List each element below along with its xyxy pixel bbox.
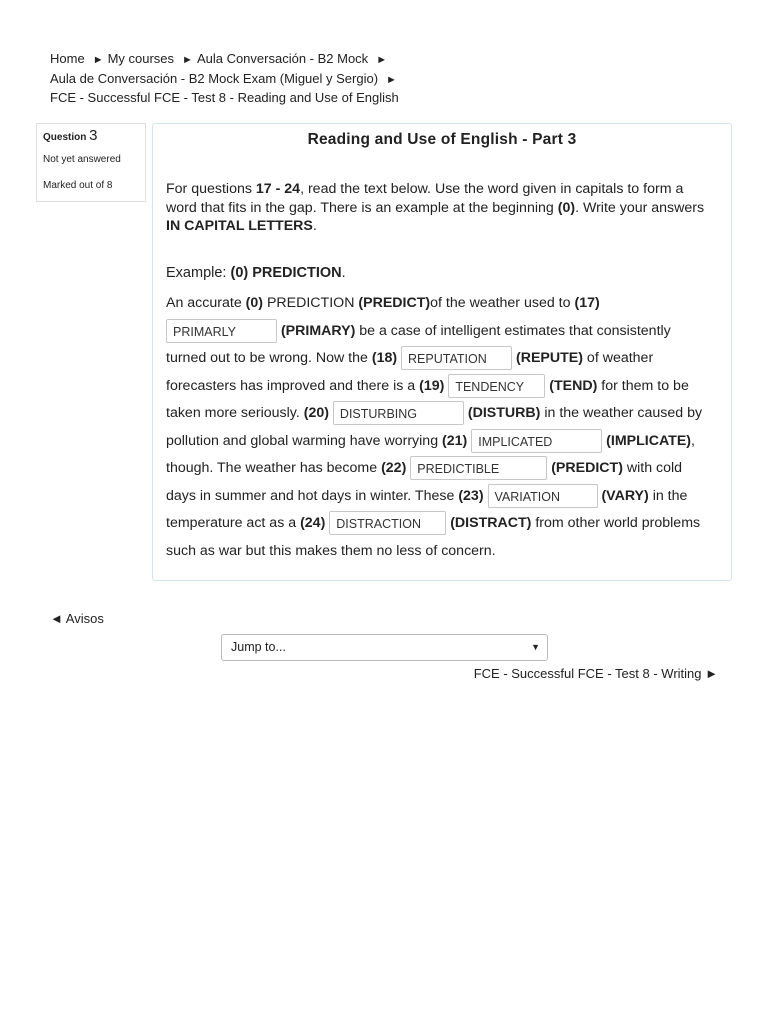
stem-word-20: (DISTURB): [467, 405, 541, 421]
passage: [166, 290, 711, 565]
gap-number-17: (17): [574, 295, 600, 311]
answer-input-17[interactable]: PRIMARLY: [166, 319, 277, 343]
stem-word-24: (DISTRACT): [450, 515, 532, 531]
breadcrumb-course[interactable]: Aula Conversación - B2 Mock: [196, 51, 369, 66]
instructions-text: . Write your answers: [575, 199, 705, 216]
gap-number-21: (21): [442, 432, 468, 449]
passage-text: from other world problems such as war but this makes them no less of concern.: [166, 515, 701, 559]
answer-input-20[interactable]: DISTURBING: [333, 401, 464, 425]
breadcrumb-home[interactable]: Home: [50, 51, 85, 66]
instructions-caps: IN CAPITAL LETTERS: [166, 218, 313, 234]
answer-input-19[interactable]: TENDENCY: [448, 374, 545, 398]
passage-text: in the weather caused by pollution and global warming have worrying: [166, 405, 703, 449]
gap-number-23: (23): [458, 487, 484, 504]
breadcrumb-separator-icon: ►: [376, 54, 388, 66]
example-answer: PREDICTION: [263, 295, 359, 311]
answer-input-21[interactable]: IMPLICATED: [471, 429, 602, 453]
passage-text: of the weather used to: [430, 295, 575, 311]
stem-word-19: (TEND): [549, 377, 598, 394]
breadcrumb-separator-icon: ►: [386, 73, 397, 86]
example-label: Example:: [166, 265, 231, 281]
answer-input-22[interactable]: PREDICTIBLE: [410, 456, 547, 480]
passage-text: An accurate: [166, 295, 246, 311]
answer-input-18[interactable]: REPUTATION: [401, 346, 512, 370]
example-line: [166, 265, 711, 281]
stem-word-0: (PREDICT): [358, 295, 431, 311]
jump-to-select[interactable]: [221, 634, 548, 661]
instructions: [166, 180, 711, 236]
instructions-text: , read the text below. Use the word given in capitals to form a word that fits in the gap. There is an example at the beginning: [166, 181, 684, 216]
passage-text: for them to be taken more seriously.: [166, 377, 689, 421]
gap-number-19: (19): [419, 377, 445, 394]
previous-activity-label: Avisos: [65, 611, 104, 626]
stem-word-23: (VARY): [601, 487, 649, 504]
example-value: (0) PREDICTION: [230, 265, 342, 281]
gap-number-24: (24): [300, 515, 326, 531]
stem-word-17: (PRIMARY): [280, 322, 356, 339]
gap-number-20: (20): [303, 405, 329, 421]
next-activity-link[interactable]: [474, 666, 718, 681]
breadcrumb-separator-icon: ►: [92, 54, 104, 66]
answer-input-24[interactable]: DISTRACTION: [329, 511, 446, 535]
jump-to-label: Jump to...: [231, 640, 286, 654]
breadcrumb-quiz[interactable]: Aula de Conversación - B2 Mock Exam (Miguel y Sergio): [50, 70, 379, 86]
question-state: Not yet answered: [43, 154, 121, 165]
part-title: Reading and Use of English - Part 3: [307, 131, 577, 148]
stem-word-22: (PREDICT): [551, 460, 623, 476]
instructions-text: For questions: [166, 181, 256, 197]
stem-word-21: (IMPLICATE): [606, 432, 692, 449]
instructions-text: .: [312, 218, 317, 234]
chevron-down-icon: ▼: [531, 642, 540, 652]
question-info: [36, 123, 146, 202]
question-number-value: 3: [89, 127, 98, 144]
gap-number-22: (22): [381, 460, 407, 476]
answer-input-23[interactable]: VARIATION: [488, 484, 598, 508]
breadcrumb-my-courses[interactable]: My courses: [107, 51, 175, 66]
example-end: .: [341, 265, 346, 281]
instructions-example-ref: (0): [557, 199, 576, 216]
right-arrow-icon: ►: [705, 666, 718, 681]
instructions-range: 17 - 24: [255, 181, 301, 197]
breadcrumb: [50, 50, 430, 108]
passage-text: be a case of intelligent estimates that consistently turned out to be wrong. Now the: [166, 322, 671, 366]
breadcrumb-separator-icon: ►: [182, 54, 193, 66]
question-content: [152, 123, 732, 581]
breadcrumb-current-page[interactable]: FCE - Successful FCE - Test 8 - Reading and Use of English: [50, 90, 399, 105]
gap-number-18: (18): [371, 350, 398, 366]
passage-text: in the temperature act as a: [166, 487, 688, 531]
question-number: [43, 129, 145, 144]
passage-text: , though. The weather has become: [166, 432, 695, 476]
passage-text: of weather forecasters has improved and there is a: [166, 350, 654, 394]
question-label: Question: [43, 132, 87, 143]
previous-activity-link[interactable]: [50, 611, 104, 626]
passage-text: with cold days in summer and hot days in winter. These: [166, 460, 683, 504]
gap-number-0: (0): [245, 295, 263, 311]
stem-word-18: (REPUTE): [515, 350, 583, 366]
left-arrow-icon: ◄: [50, 611, 63, 626]
next-activity-label: FCE - Successful FCE - Test 8 - Writing: [473, 666, 702, 681]
question-grade: Marked out of 8: [43, 180, 113, 191]
